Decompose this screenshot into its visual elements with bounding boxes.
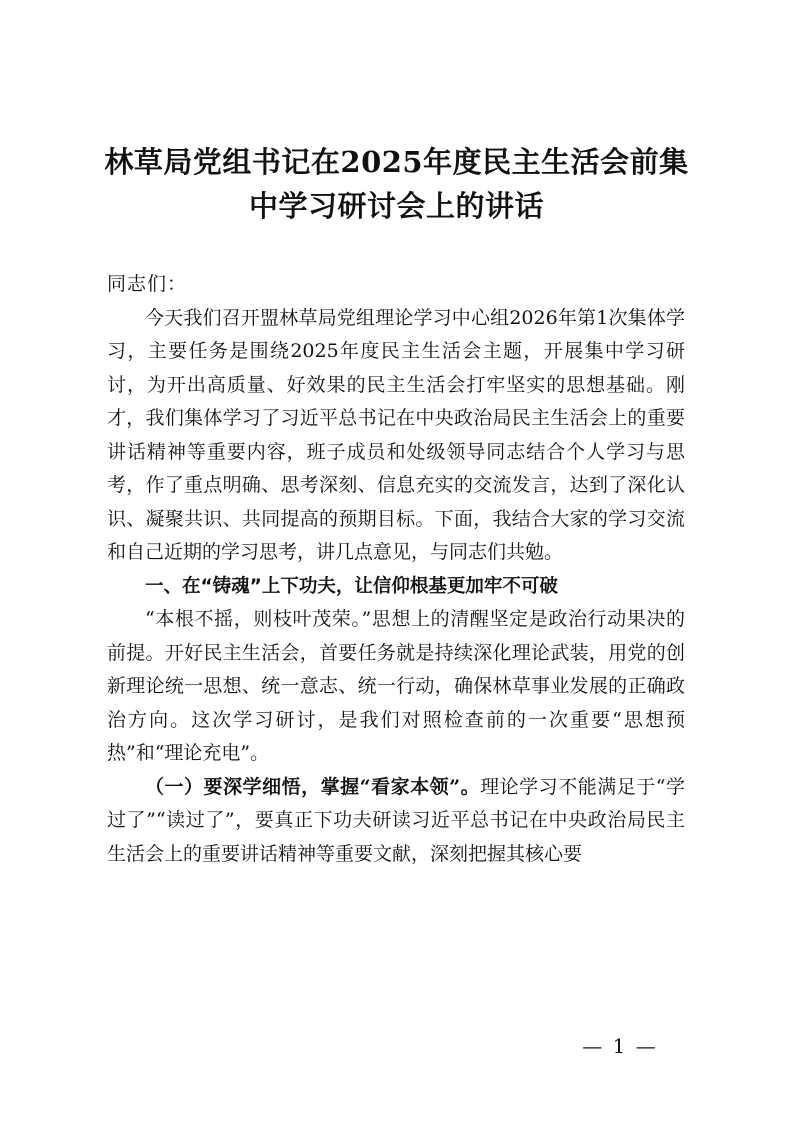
greeting: 同志们： — [107, 273, 188, 295]
paragraph-intro: 今天我们召开盟林草局党组理论学习中心组2026年第1次集体学习，主要任务是围绕2025年度民主生活会主题，开展集中学习研讨，为开出高质量、好效果的民主生活会打牢坚实的思想基础。刚才，我们集体学习了习近平总书记在中央政治局民主生活会上的重要讲话精神等重要内容，班子成员和处级领导同志结合个人学习与思考，作了重点明确、思考深刻、信息充实的交流发言，达到了深化认识、凝聚共识、共同提高的预期目标。下面，我结合大家的学习交流和自己近期的学习思考，讲几点意见，与同志们共勉。 — [107, 306, 685, 563]
title-line-1: 林草局党组书记在2025年度民主生活会前集 — [104, 145, 689, 179]
page-number: — 1 — — [582, 1034, 658, 1058]
document-title — [80, 140, 713, 228]
section-heading-1: 一、在“铸魂”上下功夫，让信仰根基更加牢不可破 — [145, 575, 558, 597]
document-body — [107, 268, 685, 871]
paragraph-subsection-1 — [107, 771, 685, 872]
paragraph-section-1: “本根不摇，则枝叶茂荣。”思想上的清醒坚定是政治行动果决的前提。开好民主生活会，首要任务就是持续深化理论武装，用党的创新理论统一思想、统一意志、统一行动，确保林草事业发展的正确政治方向。这次学习研讨，是我们对照检查前的一次重要“思想预热”和“理论充电”。 — [107, 608, 685, 764]
subsection-heading-1: （一）要深学细悟，掌握“看家本领”。 — [145, 775, 481, 798]
title-line-2: 中学习研讨会上的讲话 — [248, 189, 544, 223]
subsection-1-text: 理论学习不能满足于“学过了”“读过了”，要真正下功夫研读习近平总书记在中央政治局民主生活会上的重要讲话精神等重要文献，深刻把握其核心要 — [107, 775, 686, 865]
